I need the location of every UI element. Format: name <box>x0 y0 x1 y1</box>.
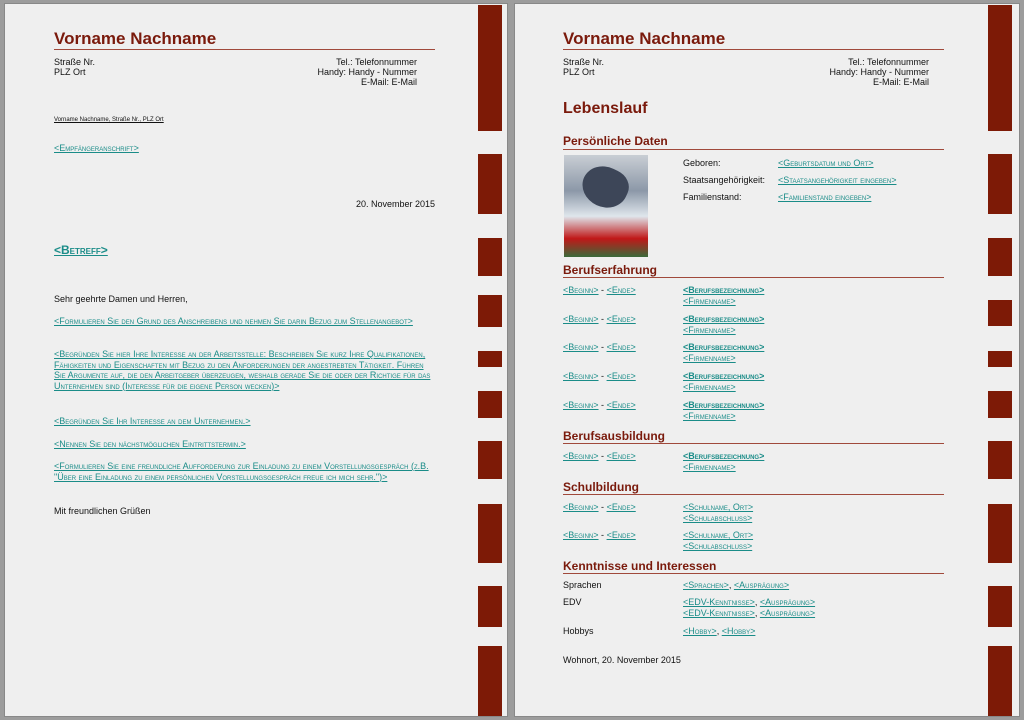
cv-title: Lebenslauf <box>563 100 648 117</box>
section-heading: Kenntnisse und Interessen <box>563 559 717 573</box>
dash: - <box>601 451 605 461</box>
end-field[interactable]: <Ende> <box>606 530 636 540</box>
cv-email: E-Mail: E-Mail <box>872 77 929 87</box>
begin-field[interactable]: <Beginn> <box>563 314 599 324</box>
profile-photo <box>564 155 648 257</box>
salutation: Sehr geehrte Damen und Herren, <box>54 294 188 304</box>
personal-label: Staatsangehörigkeit: <box>683 175 766 185</box>
sender-mobile: Handy: Handy - Nummer <box>317 67 417 77</box>
level-field[interactable]: <Ausprägung> <box>733 580 790 590</box>
entry-subtitle-field[interactable]: <Schulabschluss> <box>683 541 753 551</box>
begin-field[interactable]: <Beginn> <box>563 530 599 540</box>
end-field[interactable]: <Ende> <box>606 451 636 461</box>
cv-city: PLZ Ort <box>563 67 595 77</box>
level-field[interactable]: <Ausprägung> <box>759 608 816 618</box>
section-heading: Berufserfahrung <box>563 263 658 277</box>
sender-email: E-Mail: E-Mail <box>360 77 417 87</box>
date-range <box>563 371 636 382</box>
place-date: Wohnort, 20. November 2015 <box>563 655 681 665</box>
entry-subtitle-field[interactable]: <Firmenname> <box>683 382 736 392</box>
hobby-field[interactable]: <Hobby> <box>721 626 756 636</box>
personal-label: Familienstand: <box>683 192 742 202</box>
end-field[interactable]: <Ende> <box>606 342 636 352</box>
entry-subtitle-field[interactable]: <Firmenname> <box>683 411 736 421</box>
paragraph-field[interactable]: <Nennen Sie den nächstmöglichen Eintrittstermin.> <box>54 439 246 449</box>
cv-page <box>514 3 1020 717</box>
dash: - <box>601 371 605 381</box>
personal-label: Geboren: <box>683 158 721 168</box>
entry-title-field[interactable]: <Berufsbezeichnung> <box>683 400 765 410</box>
languages-field[interactable]: <Sprachen> <box>683 580 729 590</box>
entry-title-field[interactable]: <Berufsbezeichnung> <box>683 314 765 324</box>
hobby-field[interactable]: <Hobby> <box>683 626 717 636</box>
entry-title-field[interactable]: <Berufsbezeichnung> <box>683 451 765 461</box>
separator: , <box>754 597 758 607</box>
end-field[interactable]: <Ende> <box>606 371 636 381</box>
it-field[interactable]: <EDV-Kenntnisse> <box>683 608 755 618</box>
skills-label: Hobbys <box>563 626 594 636</box>
paragraph-field[interactable]: <Formulieren Sie den Grund des Anschreibens und nehmen Sie darin Bezug zum Stellenangebot> <box>54 316 413 326</box>
date-range <box>563 314 636 325</box>
begin-field[interactable]: <Beginn> <box>563 451 599 461</box>
date-range <box>563 530 636 541</box>
entry-title-field[interactable]: <Berufsbezeichnung> <box>683 371 765 381</box>
entry-subtitle-field[interactable]: <Firmenname> <box>683 325 736 335</box>
date-range <box>563 451 636 462</box>
end-field[interactable]: <Ende> <box>606 502 636 512</box>
header-rule <box>563 49 944 50</box>
sender-street: Straße Nr. <box>54 57 96 67</box>
letter-date: 20. November 2015 <box>355 199 435 209</box>
date-range <box>563 502 636 513</box>
paragraph-field[interactable]: <Formulieren Sie eine freundliche Aufforderung zur Einladung zu einem Vorstellungsgespräch (z.B. "Über eine Einladung zu einem persönlichen Vorstellungsgespräch freue ich mich sehr.")> <box>54 461 429 482</box>
dash: - <box>601 285 605 295</box>
dash: - <box>601 530 605 540</box>
separator: , <box>716 626 720 636</box>
birth-field[interactable]: <Geburtsdatum und Ort> <box>778 158 874 168</box>
cv-phone: Tel.: Telefonnummer <box>848 57 929 67</box>
begin-field[interactable]: <Beginn> <box>563 400 599 410</box>
header-rule <box>54 49 435 50</box>
skills-label: EDV <box>563 597 582 607</box>
end-field[interactable]: <Ende> <box>606 285 636 295</box>
sender-name: Vorname Nachname <box>54 29 217 48</box>
entry-subtitle-field[interactable]: <Schulabschluss> <box>683 513 753 523</box>
dash: - <box>601 314 605 324</box>
entry-subtitle-field[interactable]: <Firmenname> <box>683 296 736 306</box>
entry-title-field[interactable]: <Schulname, Ort> <box>683 502 754 512</box>
date-range <box>563 342 636 353</box>
begin-field[interactable]: <Beginn> <box>563 342 599 352</box>
dash: - <box>601 400 605 410</box>
begin-field[interactable]: <Beginn> <box>563 502 599 512</box>
cover-letter-page <box>4 3 508 717</box>
sender-city: PLZ Ort <box>54 67 86 77</box>
separator: , <box>754 608 758 618</box>
begin-field[interactable]: <Beginn> <box>563 371 599 381</box>
entry-title-field[interactable]: <Schulname, Ort> <box>683 530 754 540</box>
level-field[interactable]: <Ausprägung> <box>759 597 816 607</box>
skills-label: Sprachen <box>563 580 602 590</box>
section-heading: Persönliche Daten <box>563 134 668 148</box>
recipient-field[interactable]: <Empfängeranschrift> <box>54 143 139 153</box>
section-heading: Berufsausbildung <box>563 429 666 443</box>
nationality-field[interactable]: <Staatsangehörigkeit eingeben> <box>778 175 897 185</box>
dash: - <box>601 342 605 352</box>
cv-mobile: Handy: Handy - Nummer <box>829 67 929 77</box>
it-field[interactable]: <EDV-Kenntnisse> <box>683 597 755 607</box>
section-heading: Schulbildung <box>563 480 639 494</box>
end-field[interactable]: <Ende> <box>606 400 636 410</box>
paragraph-field[interactable]: <Begründen Sie Ihr Interesse an dem Unternehmen.> <box>54 416 251 426</box>
end-field[interactable]: <Ende> <box>606 314 636 324</box>
entry-subtitle-field[interactable]: <Firmenname> <box>683 353 736 363</box>
subject-field[interactable]: <Betreff> <box>54 243 108 257</box>
cv-street: Straße Nr. <box>563 57 605 67</box>
sender-return-line: Vorname Nachname, Straße Nr., PLZ Ort <box>54 117 164 123</box>
sender-phone: Tel.: Telefonnummer <box>336 57 417 67</box>
marital-field[interactable]: <Familienstand eingeben> <box>778 192 872 202</box>
date-range <box>563 400 636 411</box>
begin-field[interactable]: <Beginn> <box>563 285 599 295</box>
separator: , <box>728 580 732 590</box>
entry-title-field[interactable]: <Berufsbezeichnung> <box>683 285 765 295</box>
entry-subtitle-field[interactable]: <Firmenname> <box>683 462 736 472</box>
paragraph-field[interactable]: <Begründen Sie hier Ihre Interesse an der Arbeitsstelle: Beschreiben Sie kurz Ihre Qualifikationen, Fähigkeiten und Eigenschaften mit Bezug zu den Anforderungen der angestrebten Tätigkeit. Führen Sie Argumente auf, die den Arbeitgeber überzeugen, weshalb gerade Sie die oder der Richtige für das Unternehmen sind (Interesse für die eigene Person wecken)> <box>54 349 431 391</box>
cv-name: Vorname Nachname <box>563 29 726 48</box>
closing: Mit freundlichen Grüßen <box>54 506 151 516</box>
date-range <box>563 285 636 296</box>
entry-title-field[interactable]: <Berufsbezeichnung> <box>683 342 765 352</box>
dash: - <box>601 502 605 512</box>
